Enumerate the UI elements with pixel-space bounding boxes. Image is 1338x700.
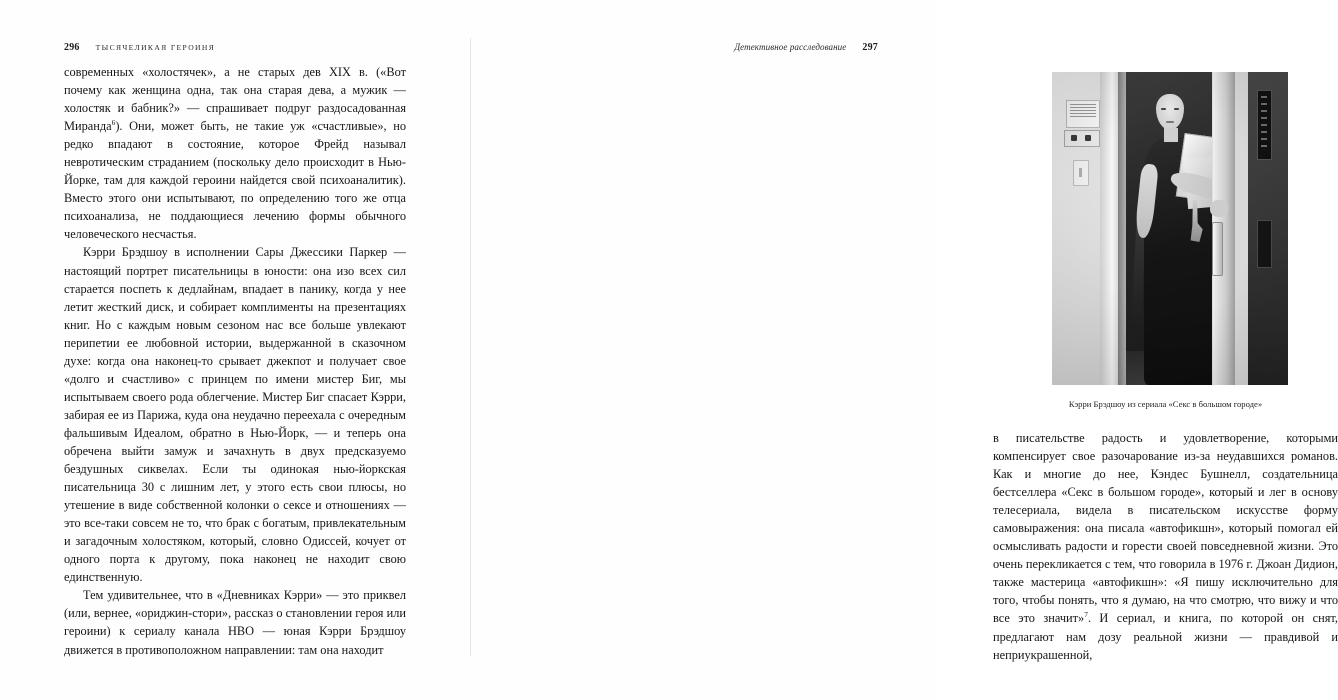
left-column-text: [64, 63, 406, 659]
right-column-text: [993, 429, 1338, 664]
right-page: [470, 0, 1338, 700]
left-page: [0, 0, 470, 700]
paragraph: Тем удивительнее, что в «Дневниках Кэрри» — это приквел (или, вернее, «ориджин-стори», рассказ о становлении героя или героини) к сериалу канала HBO — юная Кэрри Брэдшоу движется в противоположном направлении: там она находит: [64, 588, 406, 657]
folio-right: 297: [862, 42, 878, 53]
photograph: [1052, 72, 1288, 385]
running-head-right: [734, 42, 878, 56]
folio-left: 296: [64, 42, 80, 53]
figure-carrie-bradshaw: [1052, 72, 1288, 385]
paragraph: Кэрри Брэдшоу в исполнении Сары Джессики Паркер — настоящий портрет писательницы в юности: она изо всех сил старается поспеть к дедлайнам, впадает в панику, когда у нее летит жесткий диск, и собирает комплименты на презентациях книг. Но с каждым новым сезоном нас все больше увлекают перипетии ее любовной истории, выдержанной в сказочном духе: когда она наконец-то срывает джекпот и получает свое «долго и счастливо» с принцем по имени мистер Биг, мы испытываем своего рода облегчение. Мистер Биг спасает Кэрри, забирая ее из Парижа, куда она неудачно переехала с очередным фальшивым Идеалом, обратно в Нью-Йорк, — и теперь она обречена выйти замуж и зачахнуть в двух предсказуемо бездушных сиквелах. Если ты одинокая нью-йоркская писательница 30 с лишним лет, у этого есть свои плюсы, но утешение в виде собственной колонки о сексе и отношениях — это все-таки совсем не то, что брак с богатым, привлекательным и загадочным холостяком, который, словно Одиссей, кочует от одного порта к другому, пока наконец не находит свою единственную.: [64, 245, 406, 585]
paragraph: современных «холостячек», а не старых дев XIX в. («Вот почему как женщина одна, так она старая дева, а мужик — холостяк и бабник?» — спрашивает подруг раздосадованная Миранда$^6$). Они, может быть, не такие уж «счастливые», но редко впадают в состояние, которое Фрейд называл невротическим страданием (поскольку дело происходит в Нью-Йорке, там для каждой героини найдется свой психоаналитик). Вместо этого они испытывают, по определению того же отца психоанализа, не поддающиеся лечению формы обычного человеческого несчастья.: [64, 65, 406, 242]
running-head-left: [64, 42, 215, 56]
running-title-right: Детективное расследование: [734, 42, 847, 52]
paragraph: в писательстве радость и удовлетворение, которыми компенсирует свое разочарование из-за неудавшихся романов. Как и многие до нее, Кэндес Бушнелл, создательница бестселлера «Секс в большом городе», который и лег в основу телесериала, видела в писательском искусстве форму самовыражения: она писала «автофикшн», который помогал ей осмысливать радости и горести своей повседневной жизни. Это очень перекликается с тем, что говорила в 1976 г. Джоан Дидион, также мастерица «автофикшн»: «Я пишу исключительно для того, чтобы понять, что я думаю, на что смотрю, что вижу и что все это значит»$^7$. И сериал, и книга, по которой он снят, предлагают нам дозу реальной жизни — правдивой и неприукрашенной,: [993, 431, 1338, 662]
figure-caption: Кэрри Брэдшоу из сериала «Секс в большом городе»: [1068, 399, 1263, 409]
photo-vignette: [1052, 72, 1288, 385]
running-title-left: ТЫСЯЧЕЛИКАЯ ГЕРОИНЯ: [95, 43, 216, 52]
